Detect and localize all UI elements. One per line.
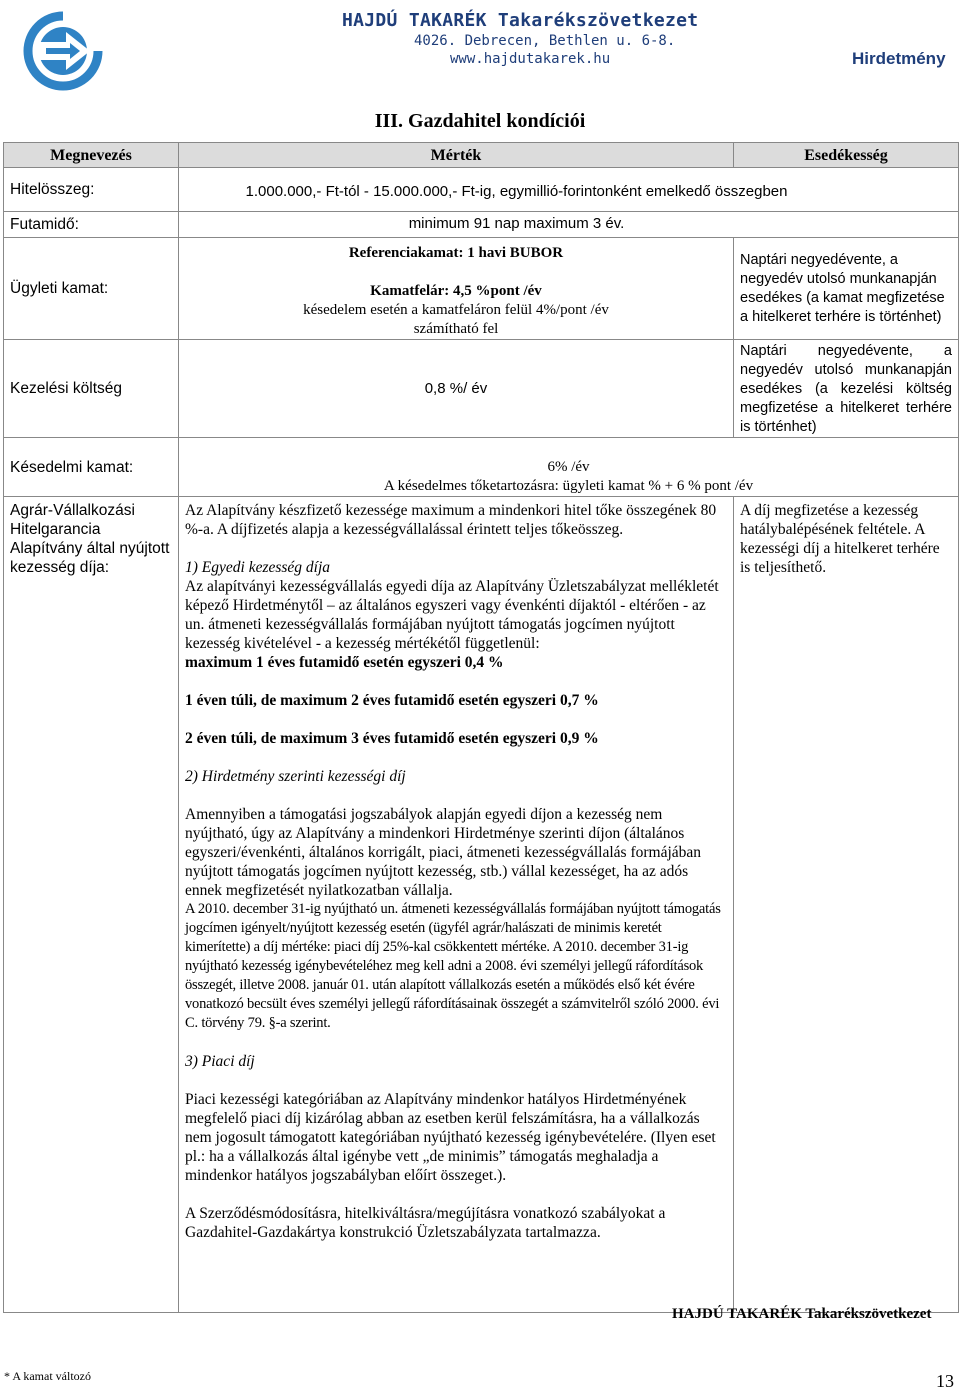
header-megnevezes: Megnevezés bbox=[4, 143, 179, 168]
agrar-section-1-bullet-3: 2 éven túli, de maximum 3 éves futamidő esetén egyszeri 0,9 % bbox=[185, 730, 599, 747]
value-ugyleti bbox=[179, 238, 734, 340]
due-agrar bbox=[734, 497, 959, 1313]
value-agrar bbox=[179, 497, 734, 1313]
agrar-section-1-bullet-2: 1 éven túli, de maximum 2 éves futamidő esetén egyszeri 0,7 % bbox=[185, 692, 599, 709]
label-kezelesi: Kezelési költség bbox=[4, 340, 179, 438]
ugyleti-keses: késedelem esetén a kamatfeláron felül 4%/pont /év bbox=[303, 302, 609, 318]
futamido-text: minimum 91 nap maximum 3 év. bbox=[408, 215, 625, 232]
label-agrar: Agrár-Vállalkozási Hitelgarancia Alapítvány által nyújtott kezesség díja: bbox=[4, 497, 179, 1313]
header-esedekesseg: Esedékesség bbox=[734, 143, 959, 168]
company-logo bbox=[22, 10, 104, 92]
agrar-section-3-title: 3) Piaci díj bbox=[185, 1053, 255, 1070]
row-agrar bbox=[4, 497, 959, 1313]
company-name: HAJDÚ TAKARÉK Takarékszövetkezet bbox=[342, 10, 699, 31]
page-number: 13 bbox=[936, 1371, 954, 1391]
kesedelmi-value-1: 6% /év bbox=[547, 459, 590, 475]
document-type: Hirdetmény bbox=[852, 49, 946, 68]
agrar-section-2-text-1: Amennyiben a támogatási jogszabályok alapján egyedi díjon a kezesség nem nyújtható, úgy az Alapítvány a mindenkori Hirdetménye szerinti díjon (általános egyszeri/évenkénti, általános korrigált, piaci, átmeneti kezességvállalás formájában nyújtott támogatás jogcímen nyújtott kezesség, stb.) vállal kezességet, ha az adós ennek megfizetését nyilatkozatban vállalja. bbox=[185, 806, 702, 899]
row-kesedelmi bbox=[4, 438, 959, 497]
header-mertek: Mérték bbox=[179, 143, 734, 168]
ugyleti-ref: Referenciakamat: 1 havi BUBOR bbox=[348, 245, 564, 261]
agrar-section-1-bullet-1: maximum 1 éves futamidő esetén egyszeri 0,4 % bbox=[185, 654, 504, 671]
label-futamido: Futamidő: bbox=[4, 212, 179, 238]
label-ugyleti: Ügyleti kamat: bbox=[4, 238, 179, 340]
ugyleti-due-text: Naptári negyedévente, a negyedév utolsó munkanapján esedékes (a kamat megfizetése a hitelkeret terhére is történhet) bbox=[740, 251, 945, 325]
value-futamido bbox=[179, 212, 959, 238]
conditions-table bbox=[3, 142, 959, 1313]
label-kesedelmi bbox=[4, 438, 179, 497]
agrar-section-2-title: 2) Hirdetmény szerinti kezességi díj bbox=[185, 768, 406, 785]
agrar-section-2-text-2: A 2010. december 31-ig nyújtható un. átmeneti kezességvállalás formájában nyújtott támogatás jogcímen igényelt/nyújtott kezesség esetén (ügyfél agrár/halászati de minimis keretét kimerítette) a díj mértéke: piaci díj 25%-kal csökkentett mértéke. A 2010. december 31-ig nyújtható kezesség igénybevételéhez meg kell adni a 2008. évi személyi jellegű ráfordítások összegét, illetve 2008. január 01. után alapított vállalkozás esetén a működés első két évére vonatkozó becsült éves személyi jellegű ráfordításainak összegét a számvitelről szóló 2000. évi C. törvény 79. §-a szerint. bbox=[185, 901, 721, 1031]
value-kezelesi bbox=[179, 340, 734, 438]
due-ugyleti bbox=[734, 238, 959, 340]
footer-company: HAJDÚ TAKARÉK Takarékszövetkezet bbox=[672, 1306, 932, 1322]
page-title: III. Gazdahitel kondíciói bbox=[374, 110, 586, 132]
row-hitelosszeg bbox=[4, 168, 959, 212]
row-kezelesi bbox=[4, 340, 959, 438]
kezelesi-text: 0,8 %/ év bbox=[424, 380, 488, 397]
value-hitelosszeg bbox=[179, 168, 959, 212]
agrar-section-3-text: Piaci kezességi kategóriában az Alapítvány mindenkor hatályos Hirdetményének megfelelő piaci díj kizárólag abban az esetben kerül felszámításra, ha a vállalkozás nem jogosult támogatott kategóriában nyújtható kezesség igénybevételére. (Ilyen eset pl.: ha a vállalkozás által igénybe vett „de minimis” támogatás meghaladja a mindenkor hatályos jogszabályban előírt összeget.). bbox=[185, 1091, 716, 1184]
footer-note: * A kamat változó bbox=[4, 1369, 91, 1383]
kesedelmi-value-2: A késedelmes tőketartozásra: ügyleti kamat % + 6 % pont /év bbox=[383, 478, 754, 494]
ugyleti-keses-2: számítható fel bbox=[413, 321, 499, 337]
company-address: 4026. Debrecen, Bethlen u. 6-8. bbox=[414, 33, 676, 49]
value-kesedelmi bbox=[179, 438, 959, 497]
agrar-section-1-title: 1) Egyedi kezesség díja bbox=[185, 559, 331, 576]
agrar-section-1-text: Az alapítványi kezességvállalás egyedi díja az Alapítvány Üzletszabályzat mellékletét képező Hirdetménytől – az általános egyszeri vagy évenkénti díjaktól - eltérően - az un. átmeneti kezességvállalás formájában nyújtott támogatás jogcímen nyújtott kezesség kivételével - a kezesség mértékétől függetlenül: bbox=[185, 578, 719, 652]
row-futamido bbox=[4, 212, 959, 238]
kesedelmi-label-text: Késedelmi kamat: bbox=[10, 459, 134, 476]
label-hitelosszeg: Hitelösszeg: bbox=[4, 168, 179, 212]
ugyleti-felar: Kamatfelár: 4,5 %pont /év bbox=[370, 283, 542, 299]
kezelesi-due-text: Naptári negyedévente, a negyedév utolsó munkanapján esedékes (a kezelési költség megfizetése a hitelkeret terhére is történhet) bbox=[740, 343, 952, 435]
logo-arrow-icon bbox=[22, 10, 104, 92]
table-header-row bbox=[4, 143, 959, 168]
agrar-closing: A Szerződésmódosításra, hitelkiváltásra/megújításra vonatkozó szabályokat a Gazdahitel-Gazdakártya konstrukció Üzletszabályzata tartalmazza. bbox=[185, 1205, 666, 1241]
due-kezelesi bbox=[734, 340, 959, 438]
hitelosszeg-text: 1.000.000,- Ft-tól - 15.000.000,- Ft-ig, egymillió-forintonként emelkedő összegben bbox=[245, 183, 788, 200]
row-ugyleti bbox=[4, 238, 959, 340]
agrar-due-text: A díj megfizetése a kezesség hatálybalépésének feltétele. A kezességi díj a hitelkeret terhére is teljesíthető. bbox=[740, 502, 940, 576]
agrar-intro: Az Alapítvány készfizető kezessége maximum a mindenkori hitel tőke összegének 80 %-a. A díjfizetés alapja a kezességvállalással érintett teljes tőkeösszeg. bbox=[185, 502, 717, 538]
company-website[interactable]: www.hajdutakarek.hu bbox=[450, 51, 611, 67]
